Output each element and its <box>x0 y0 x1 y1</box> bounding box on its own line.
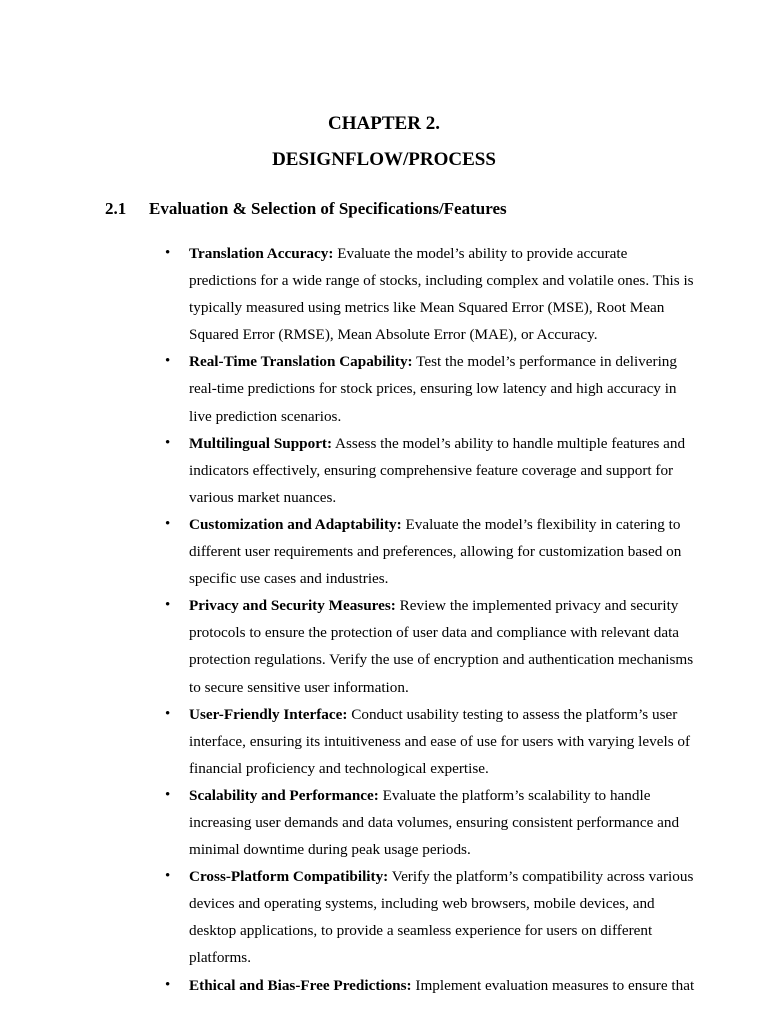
feature-description: Assess the model’s ability to handle multiple features and indicators effectively, ensuring comprehensive feature coverage and support for various market nuances. <box>189 434 686 506</box>
list-item <box>165 701 695 782</box>
feature-description: Evaluate the model’s ability to provide accurate predictions for a wide range of stocks, including complex and volatile ones. This is typically measured using metrics like Mean Squared Error (MSE), Root Mean Squared Error (RMSE), Mean Absolute Error (MAE), or Accuracy. <box>189 245 694 344</box>
feature-list <box>165 240 695 999</box>
list-item <box>165 972 695 999</box>
feature-description: Conduct usability testing to assess the platform’s user interface, ensuring its intuitiveness and ease of use for users with varying levels of financial proficiency and technological expertise. <box>189 705 691 777</box>
section-title: Evaluation & Selection of Specifications/Features <box>149 199 507 218</box>
bullet-icon: • <box>165 515 171 532</box>
bullet-icon: • <box>165 868 171 885</box>
bullet-icon: • <box>165 705 171 722</box>
section-number: 2.1 <box>105 199 127 218</box>
feature-name: Ethical and Bias-Free Predictions: <box>189 976 412 994</box>
list-item <box>165 430 695 511</box>
chapter-title: DESIGNFLOW/PROCESS <box>272 149 496 170</box>
feature-name: Customization and Adaptability: <box>189 515 402 533</box>
bullet-icon: • <box>165 597 171 614</box>
feature-description: Evaluate the platform’s scalability to handle increasing user demands and data volumes, ensuring consistent performance and minimal downtime during peak usage periods. <box>189 786 680 859</box>
list-item <box>165 511 695 592</box>
bullet-icon: • <box>165 353 171 370</box>
feature-description: Verify the platform’s compatibility across various devices and operating systems, including web browsers, mobile devices, and desktop applications, to provide a seamless experience for users on different platforms. <box>189 868 694 967</box>
feature-description: Implement evaluation measures to ensure that <box>415 976 695 994</box>
list-item <box>165 863 695 971</box>
list-item <box>165 240 695 348</box>
list-item <box>165 782 695 863</box>
feature-name: Multilingual Support: <box>189 434 333 452</box>
feature-description: Evaluate the model’s flexibility in catering to different user requirements and preferences, allowing for customization based on specific use cases and industries. <box>189 515 682 588</box>
feature-name: Cross-Platform Compatibility: <box>189 868 389 886</box>
bullet-icon: • <box>165 976 171 993</box>
bullet-icon: • <box>165 434 171 451</box>
feature-name: Scalability and Performance: <box>189 786 379 804</box>
feature-name: Translation Accuracy: <box>189 245 334 262</box>
feature-name: Privacy and Security Measures: <box>189 597 396 615</box>
chapter-label: CHAPTER 2. <box>328 113 440 134</box>
section-heading <box>105 198 725 220</box>
list-item <box>165 348 695 429</box>
list-item <box>165 592 695 700</box>
bullet-icon: • <box>165 786 171 803</box>
bullet-icon: • <box>165 245 171 261</box>
feature-description: Test the model’s performance in delivering real-time predictions for stock prices, ensuring low latency and high accuracy in live prediction scenarios. <box>189 353 677 425</box>
feature-description: Review the implemented privacy and security protocols to ensure the protection of user data and compliance with relevant data protection regulations. Verify the use of encryption and authentication mechanisms to secure sensitive user information. <box>189 597 694 696</box>
feature-name: Real-Time Translation Capability: <box>189 353 413 371</box>
feature-name: User-Friendly Interface: <box>189 705 348 723</box>
